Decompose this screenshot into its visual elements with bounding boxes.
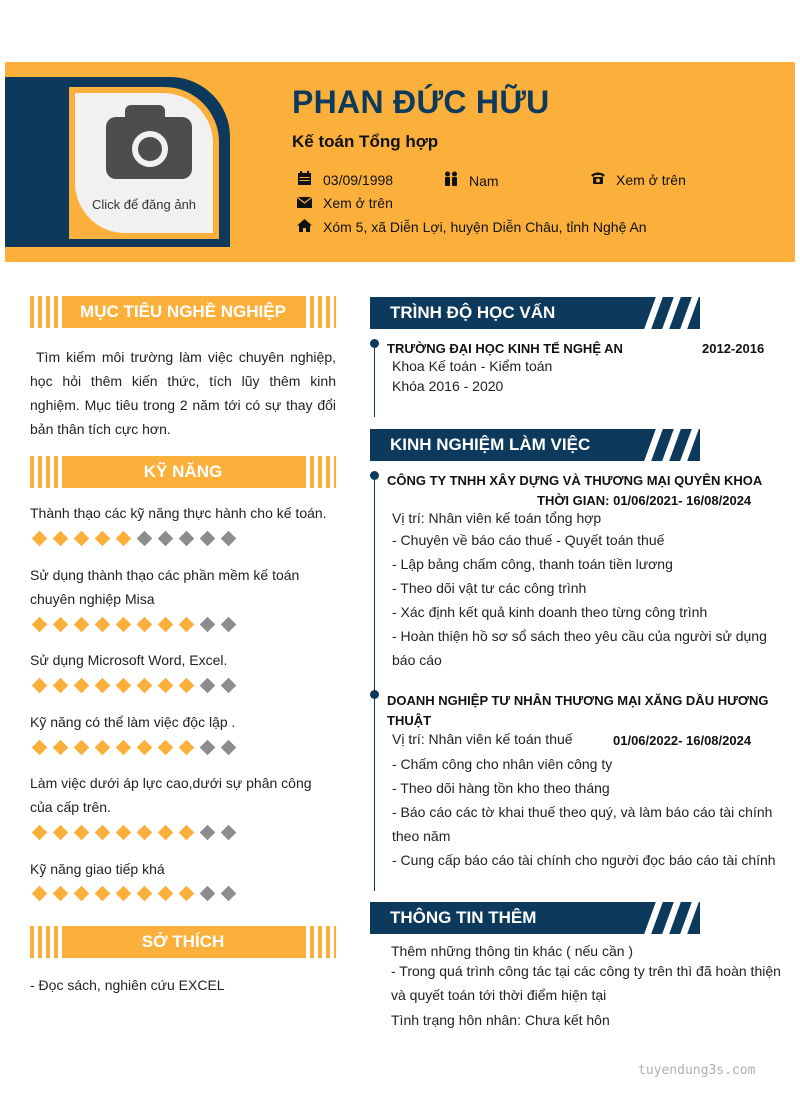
rating-diamond-filled [74,617,90,633]
rating-diamond-filled [158,886,174,902]
skill-rating [34,678,244,692]
objective-title: MỤC TIÊU NGHỀ NGHIỆP [80,302,286,321]
experience-heading [370,429,700,461]
heading-slash-decoration [661,902,683,934]
heading-slash-decoration [661,429,683,461]
rating-diamond-empty [200,531,216,547]
education-title: TRÌNH ĐỘ HỌC VẤN [390,303,556,322]
rating-diamond-filled [116,531,132,547]
additional-line: Tình trạng hôn nhân: Chưa kết hôn [391,1012,610,1028]
rating-diamond-filled [137,678,153,694]
rating-diamond-filled [137,740,153,756]
hobbies-heading [30,926,336,958]
rating-diamond-filled [74,740,90,756]
rating-diamond-filled [53,886,69,902]
job-company: DOANH NGHIỆP TƯ NHÂN THƯƠNG MẠI XĂNG DẦU HƯƠNG [387,693,769,708]
experience-title: KINH NGHIỆM LÀM VIỆC [390,435,591,454]
photo-upload[interactable] [75,93,213,233]
cv-header [5,62,795,262]
skill-rating [34,617,244,631]
rating-diamond-empty [200,617,216,633]
rating-diamond-filled [32,617,48,633]
rating-diamond-filled [32,531,48,547]
skill-item: Sử dụng Microsoft Word, Excel. [30,652,228,668]
address-info [297,219,647,235]
rating-diamond-empty [200,886,216,902]
heading-slash-decoration [679,429,700,461]
rating-diamond-empty [221,531,237,547]
address-value: Xóm 5, xã Diễn Lợi, huyện Diễn Châu, tỉnh Nghệ An [323,219,647,235]
gender-value: Nam [469,172,499,189]
rating-diamond-filled [74,678,90,694]
job-duty: - Hoàn thiện hồ sơ sổ sách theo yêu cầu của người sử dụng [392,628,767,644]
timeline-dot [370,339,379,348]
heading-slash-decoration [661,297,683,329]
rating-diamond-filled [95,531,111,547]
rating-diamond-filled [179,740,195,756]
rating-diamond-filled [179,678,195,694]
rating-diamond-empty [200,740,216,756]
rating-diamond-empty [137,531,153,547]
job-position: Vị trí: Nhân viên kế toán tổng hợp [392,510,602,526]
job-time: THỜI GIAN: 01/06/2021- 16/08/2024 [537,493,752,508]
rating-diamond-empty [200,825,216,841]
rating-diamond-empty [221,678,237,694]
rating-diamond-filled [32,678,48,694]
rating-diamond-filled [158,617,174,633]
rating-diamond-filled [95,825,111,841]
rating-diamond-empty [221,825,237,841]
education-school: TRƯỜNG ĐẠI HỌC KINH TẾ NGHỆ AN [387,341,623,356]
watermark: tuyendung3s.com [638,1063,756,1078]
job-duty: - Cung cấp báo cáo tài chính cho người đọc báo cáo tài chính [392,852,776,868]
job-duty: báo cáo [392,652,442,668]
phone-value: Xem ở trên [616,171,686,188]
rating-diamond-empty [221,617,237,633]
rating-diamond-filled [53,825,69,841]
education-course: Khóa 2016 - 2020 [392,378,504,394]
rating-diamond-filled [179,825,195,841]
job-duty: - Chấm công cho nhân viên công ty [392,756,613,772]
home-icon [297,219,323,235]
job-time: 01/06/2022- 16/08/2024 [613,733,752,748]
rating-diamond-filled [158,825,174,841]
gender-info [443,171,499,190]
rating-diamond-filled [53,617,69,633]
skills-heading [30,456,336,488]
job-duty: - Lập bảng chấm công, thanh toán tiền lương [392,556,673,572]
rating-diamond-filled [116,678,132,694]
additional-line: và quyết toán tới thời điểm hiện tại [391,987,607,1003]
job-duty: - Xác định kết quả kinh doanh theo từng công trình [392,604,708,620]
heading-slash-decoration [643,902,665,934]
objective-heading [30,296,336,328]
heading-slash-decoration [679,297,700,329]
rating-diamond-filled [74,531,90,547]
rating-diamond-filled [158,678,174,694]
job-duty: theo năm [392,828,451,844]
candidate-name: PHAN ĐỨC HỮU [292,84,550,120]
skills-title: KỸ NĂNG [143,462,223,481]
calendar-icon [297,171,323,189]
rating-diamond-filled [158,740,174,756]
additional-title: THÔNG TIN THÊM [390,908,537,927]
skill-rating [34,886,244,900]
rating-diamond-filled [74,825,90,841]
timeline-dot [370,471,379,480]
heading-slash-decoration [679,902,700,934]
rating-diamond-filled [116,886,132,902]
rating-diamond-filled [74,886,90,902]
rating-diamond-filled [53,740,69,756]
job-duty: - Theo dõi vật tư các công trình [392,580,587,596]
skill-item: Làm việc dưới áp lực cao,dưới sự phân công của cấp trên. [30,775,312,815]
education-faculty: Khoa Kế toán - Kiểm toán [392,358,553,374]
rating-diamond-empty [200,678,216,694]
skill-item: Sử dụng thành thạo các phần mềm kế toán chuyên nghiệp Misa [30,567,300,607]
rating-diamond-filled [137,825,153,841]
rating-diamond-filled [116,740,132,756]
rating-diamond-filled [116,825,132,841]
photo-upload-label: Click để đăng ảnh [91,197,197,212]
additional-line: - Trong quá trình công tác tại các công ty trên thì đã hoàn thiện [391,963,781,979]
camera-icon [106,117,192,179]
heading-slash-decoration [643,297,665,329]
skill-item: Kỹ năng giao tiếp khá [30,861,165,877]
timeline-dot [370,690,379,699]
rating-diamond-filled [116,617,132,633]
email-info [297,195,393,211]
hobbies-title: SỞ THÍCH [141,932,225,951]
rating-diamond-filled [179,886,195,902]
envelope-icon [297,195,323,211]
skill-rating [34,825,244,839]
rating-diamond-filled [32,825,48,841]
rating-diamond-filled [137,886,153,902]
rating-diamond-filled [53,678,69,694]
rating-diamond-filled [32,740,48,756]
rating-diamond-empty [221,886,237,902]
timeline-line [374,477,375,891]
birthday-info [297,171,393,189]
education-years: 2012-2016 [702,341,765,356]
additional-line: Thêm những thông tin khác ( nếu cần ) [391,943,634,959]
rating-diamond-filled [95,617,111,633]
rating-diamond-filled [179,617,195,633]
rating-diamond-filled [32,886,48,902]
skill-rating [34,531,244,545]
skill-item: Thành thạo các kỹ năng thực hành cho kế toán. [30,505,327,521]
rating-diamond-filled [137,617,153,633]
birthday-value: 03/09/1998 [323,172,394,188]
timeline-line [374,343,375,417]
rating-diamond-filled [95,678,111,694]
rating-diamond-empty [158,531,174,547]
rating-diamond-filled [95,740,111,756]
job-duty: - Theo dõi hàng tồn kho theo tháng [392,780,610,796]
rating-diamond-filled [53,531,69,547]
phone-info [590,171,686,188]
job-duty: - Báo cáo các tờ khai thuế theo quý, và làm báo cáo tài chính [392,804,773,820]
job-duty: - Chuyên về báo cáo thuế - Quyết toán thuế [392,532,665,548]
skill-item: Kỹ năng có thể làm việc độc lập . [30,714,236,730]
email-value: Xem ở trên [323,195,393,211]
hobbies-text: - Đọc sách, nghiên cứu EXCEL [30,977,225,993]
job-position: Vị trí: Nhân viên kế toán thuế [392,731,573,747]
rating-diamond-empty [221,740,237,756]
skill-rating [34,740,244,754]
rating-diamond-filled [95,886,111,902]
rating-diamond-empty [179,531,195,547]
phone-icon [590,171,616,188]
photo-frame [69,87,219,239]
heading-slash-decoration [643,429,665,461]
additional-heading [370,902,700,934]
people-icon [443,171,469,190]
job-company-cont: THUẬT [387,713,432,728]
job-title: Kế toán Tổng hợp [292,132,439,151]
objective-text: Tìm kiếm môi trường làm việc chuyên nghiệp, học hỏi thêm kiến thức, tích lũy thêm kinh nghiệm. Mục tiêu trong 2 năm tới có sự thay đổi bản thân tích cực hơn. [30,349,336,437]
job-company: CÔNG TY TNHH XÂY DỰNG VÀ THƯƠNG MẠI QUYÊN KHOA [387,473,763,488]
education-heading [370,297,700,329]
